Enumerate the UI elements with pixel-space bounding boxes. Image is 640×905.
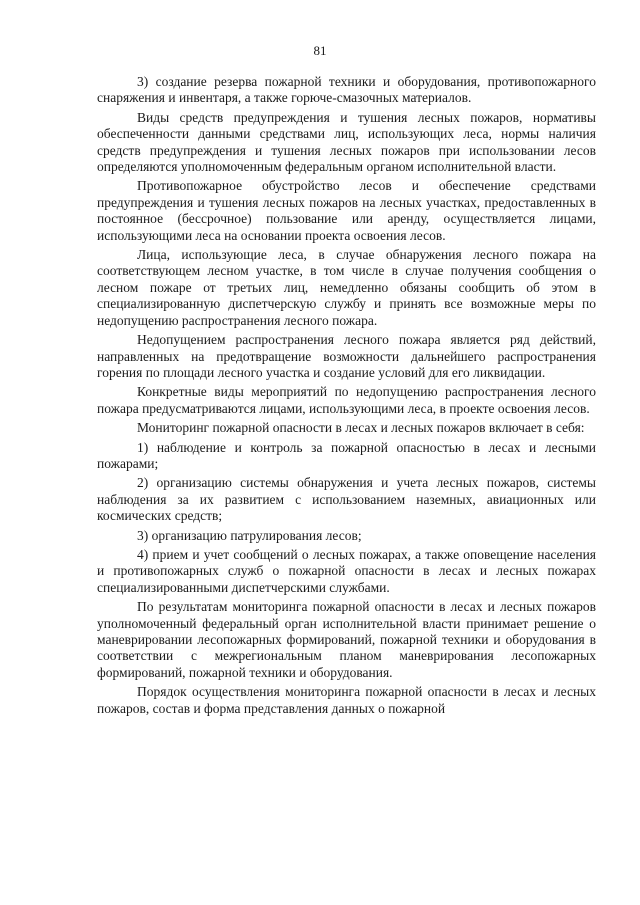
page-number: 81 — [313, 43, 327, 58]
list-item: 3) организацию патрулирования лесов; — [137, 527, 362, 543]
list-item: 4) прием и учет сообщений о лесных пожарах, а также оповещение населения и противопожарных служб о пожарной опасности в лесах и лесных пожарах специализированными диспетчерскими службами. — [97, 546, 596, 595]
document-body — [97, 74, 596, 720]
paragraph: По результатам мониторинга пожарной опасности в лесах и лесных пожаров уполномоченный федеральный орган исполнительной власти принимает решение о маневрировании лесопожарных формирований, пожарной техники и оборудования в соответствии с межрегиональным планом маневрирования лесопожарных формирований, пожарной техники и оборудования. — [97, 599, 596, 680]
paragraph: Противопожарное обустройство лесов и обеспечение средствами предупреждения и тушения лесных пожаров на лесных участках, предоставленных в постоянное (бессрочное) пользование или аренду, осуществляется лицами, использующими леса на основании проекта освоения лесов. — [97, 178, 596, 243]
paragraph: Недопущением распространения лесного пожара является ряд действий, направленных на предотвращение возможности дальнейшего распространения горения по площади лесного участка и создание условий для его ликвидации. — [97, 332, 596, 380]
paragraph: Мониторинг пожарной опасности в лесах и лесных пожаров включает в себя: — [137, 420, 585, 436]
paragraph: Лица, использующие леса, в случае обнаружения лесного пожара на соответствующем лесном участке, в том числе в случае получения сообщения о лесном пожаре от третьих лиц, немедленно обязаны сообщить об этом в специализированную диспетчерскую службу и принять все возможные меры по недопущению распространения лесного пожара. — [97, 247, 596, 328]
paragraph: Порядок осуществления мониторинга пожарной опасности в лесах и лесных пожаров, состав и форма представления данных о пожарной — [97, 684, 596, 716]
list-item: 1) наблюдение и контроль за пожарной опасностью в лесах и лесными пожарами; — [97, 439, 596, 471]
list-item: 2) организацию системы обнаружения и учета лесных пожаров, системы наблюдения за их развитием с использованием наземных, авиационных или космических средств; — [97, 475, 596, 524]
paragraph: Конкретные виды мероприятий по недопущению распространения лесного пожара предусматриваются лицами, использующими леса, в проекте освоения лесов. — [97, 384, 596, 416]
paragraph: 3) создание резерва пожарной техники и оборудования, противопожарного снаряжения и инвентаря, а также горюче-смазочных материалов. — [97, 74, 596, 106]
paragraph: Виды средств предупреждения и тушения лесных пожаров, нормативы обеспеченности данными средствами лиц, использующих леса, нормы наличия средств предупреждения и тушения лесных пожаров при использовании лесов определяются уполномоченным федеральным органом исполнительной власти. — [97, 109, 596, 175]
